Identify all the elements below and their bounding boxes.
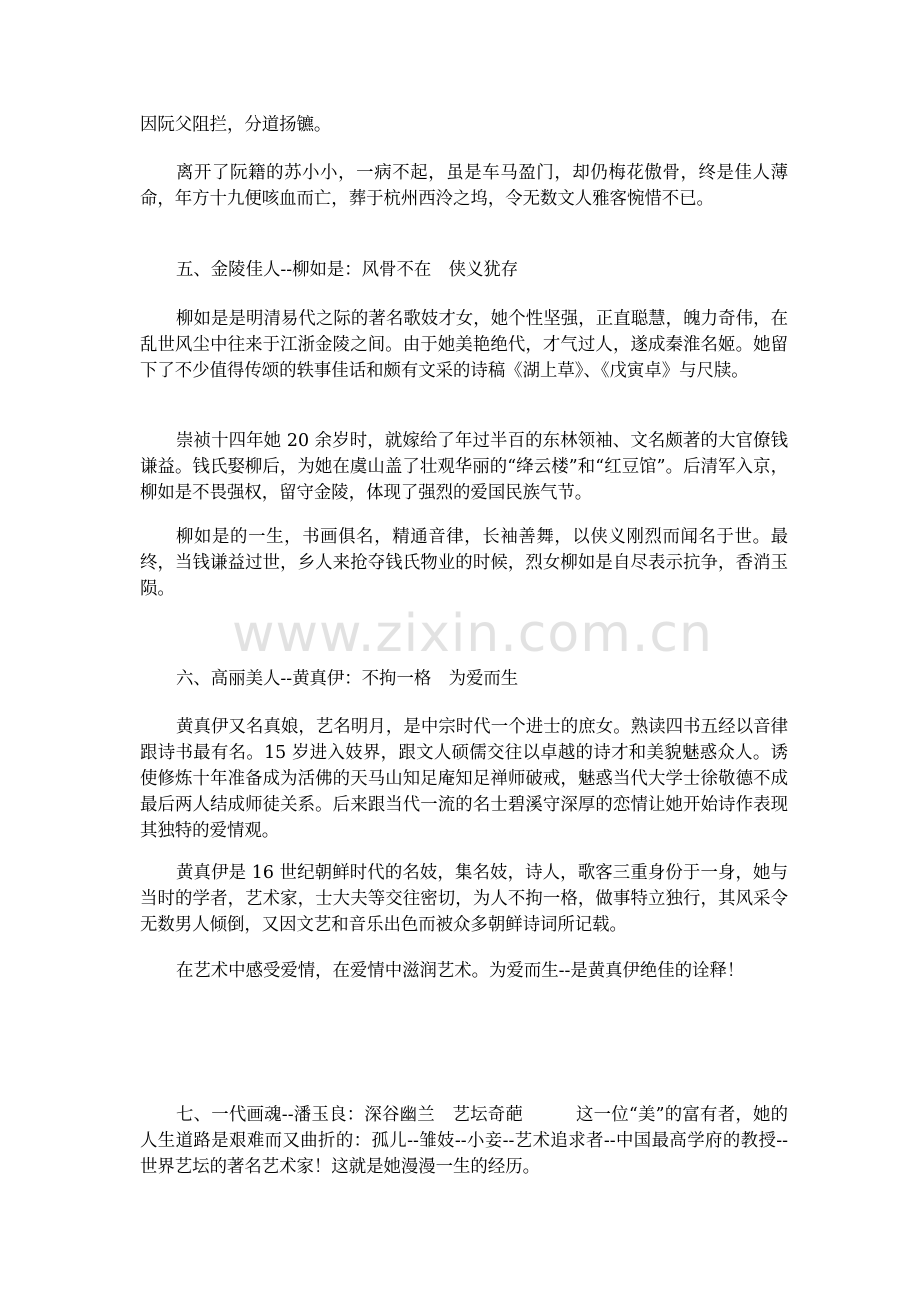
paragraph-liu-rushi-3: 柳如是的一生，书画俱名，精通音律，长袖善舞，以侠义刚烈而闻名于世。最终，当钱谦益过世，乡人来抢夺钱氏物业的时候，烈女柳如是自尽表示抗争，香消玉陨。	[140, 527, 788, 599]
paragraph-hwang-jini-3: 在艺术中感受爱情，在爱情中滋润艺术。为爱而生--是黄真伊绝佳的诠释！	[176, 961, 745, 981]
paragraph-liu-rushi-1: 柳如是是明清易代之际的著名歌妓才女，她个性坚强，正直聪慧，魄力奇伟，在乱世风尘中往来于江浙金陵之间。由于她美艳绝代，才气过人，遂成秦淮名姬。她留下了不少值得传颂的轶事佳话和颇有文采的诗稿《湖上草》、《戊寅卓》与尺牍。	[140, 309, 788, 381]
site-watermark: www.zixin.com.cn	[232, 604, 713, 664]
paragraph-hwang-jini-1: 黄真伊又名真娘，艺名明月，是中宗时代一个进士的庶女。熟读四书五经以音律跟诗书最有名。15 岁进入妓界，跟文人硕儒交往以卓越的诗才和美貌魅惑众人。诱使修炼十年准备成为活佛的天马山知足庵知足禅师破戒，魅惑当代大学士徐敬德不成最后两人结成师徒关系。后来跟当代一流的名士碧溪守深厚的恋情让她开始诗作表现其独特的爱情观。	[140, 717, 788, 841]
section-heading-6: 六、高丽美人--黄真伊：不拘一格 为爱而生	[176, 669, 519, 689]
paragraph-pan-yuliang: 七、一代画魂--潘玉良：深谷幽兰 艺坛奇葩 这一位“美”的富有者，她的人生道路是艰难而又曲折的：孤儿--雏妓--小妾--艺术追求者--中国最高学府的教授--世界艺坛的著名艺术家！这就是她漫漫一生的经历。	[140, 1105, 788, 1177]
section-heading-5: 五、金陵佳人--柳如是：风骨不在 侠义犹存	[176, 260, 519, 280]
paragraph-intro-tail: 因阮父阻拦，分道扬镳。	[140, 115, 332, 135]
paragraph-su-xiaoxiao: 离开了阮籍的苏小小，一病不起，虽是车马盈门，却仍梅花傲骨，终是佳人薄命，年方十九便咳血而亡，葬于杭州西泠之坞，令无数文人雅客惋惜不已。	[140, 163, 788, 209]
paragraph-hwang-jini-2: 黄真伊是 16 世纪朝鲜时代的名妓，集名妓，诗人，歌客三重身份于一身，她与当时的学者，艺术家，士大夫等交往密切，为人不拘一格，做事特立独行，其风采令无数男人倾倒，又因文艺和音乐出色而被众多朝鲜诗词所记载。	[140, 863, 788, 935]
paragraph-liu-rushi-2: 崇祯十四年她 20 余岁时，就嫁给了年过半百的东林领袖、文名颇著的大官僚钱谦益。钱氏娶柳后，为她在虞山盖了壮观华丽的“绛云楼”和“红豆馆”。后清军入京，柳如是不畏强权，留守金陵，体现了强烈的爱国民族气节。	[140, 431, 788, 503]
